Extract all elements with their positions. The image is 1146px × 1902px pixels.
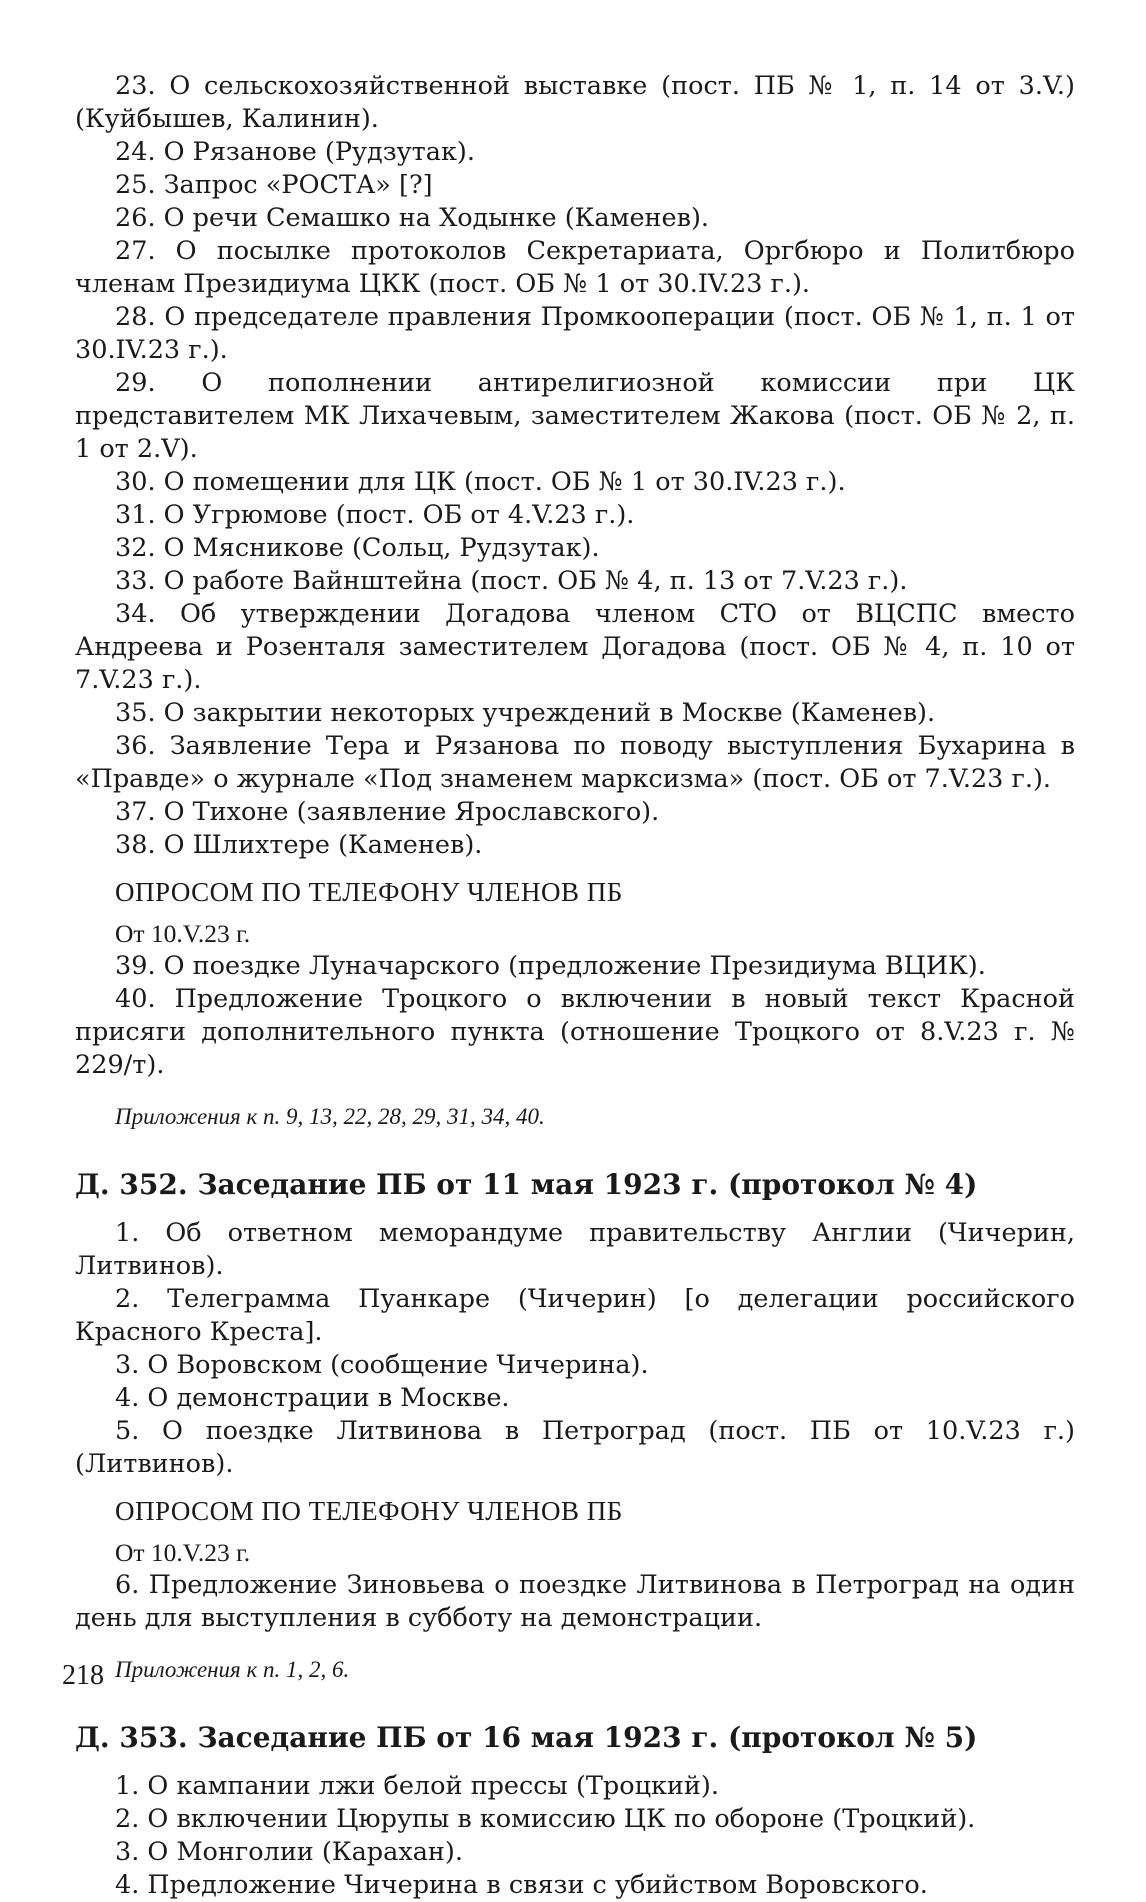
agenda-item: 37. О Тихоне (заявление Ярославского).	[115, 797, 660, 827]
document-heading: Д. 353. Заседание ПБ от 16 мая 1923 г. (протокол № 5)	[75, 1721, 978, 1754]
agenda-item: 2. О включении Цюрупы в комиссию ЦК по обороне (Троцкий).	[115, 1804, 976, 1834]
agenda-item: 3. О Воровском (сообщение Чичерина).	[115, 1350, 649, 1380]
agenda-item: 32. О Мясникове (Сольц, Рудзутак).	[115, 533, 600, 563]
agenda-item: 39. О поездке Луначарского (предложение Президиума ВЦИК).	[115, 951, 986, 981]
agenda-item: 36. Заявление Тера и Рязанова по поводу выступления Бухарина в «Правде» о журнале «Под знаменем марксизма» (пост. ОБ от 7.V.23 г.).	[75, 731, 1075, 794]
agenda-item: 2. Телеграмма Пуанкаре (Чичерин) [о делегации российского Красного Креста].	[75, 1284, 1075, 1347]
agenda-item: 25. Запрос «РОСТА» [?]	[115, 170, 433, 200]
poll-heading: ОПРОСОМ ПО ТЕЛЕФОНУ ЧЛЕНОВ ПБ	[115, 877, 623, 907]
agenda-item: 27. О посылке протоколов Секретариата, Оргбюро и Политбюро членам Президиума ЦКК (пост. ОБ № 1 от 30.IV.23 г.).	[75, 236, 1075, 299]
agenda-item: 4. Предложение Чичерина в связи с убийством Воровского.	[115, 1870, 928, 1900]
agenda-item: 4. О демонстрации в Москве.	[115, 1383, 510, 1413]
agenda-item: 40. Предложение Троцкого о включении в новый текст Красной присяги дополнительного пункта (отношение Троцкого от 8.V.23 г. № 229/т).	[75, 984, 1075, 1080]
agenda-item: 34. Об утверждении Догадова членом СТО от ВЦСПС вместо Андреева и Розенталя заместителем Догадова (пост. ОБ № 4, п. 10 от 7.V.23 г.).	[75, 599, 1075, 695]
poll-heading: ОПРОСОМ ПО ТЕЛЕФОНУ ЧЛЕНОВ ПБ	[115, 1496, 623, 1526]
agenda-item: 23. О сельскохозяйственной выставке (пост. ПБ № 1, п. 14 от 3.V.) (Куйбышев, Калинин).	[75, 71, 1075, 134]
agenda-item: 28. О председателе правления Промкооперации (пост. ОБ № 1, п. 1 от 30.IV.23 г.).	[75, 302, 1075, 365]
agenda-item: 35. О закрытии некоторых учреждений в Москве (Каменев).	[115, 698, 936, 728]
agenda-item: 3. О Монголии (Карахан).	[115, 1837, 463, 1867]
agenda-item: 6. Предложение Зиновьева о поездке Литвинова в Петроград на один день для выступления в субботу на демонстрации.	[75, 1570, 1075, 1633]
agenda-item: 29. О пополнении антирелигиозной комиссии при ЦК представителем МК Лихачевым, заместителем Жакова (пост. ОБ № 2, п. 1 от 2.V).	[75, 368, 1075, 464]
document-352	[75, 1167, 1075, 1686]
agenda-item: 5. О поездке Литвинова в Петроград (пост. ПБ от 10.V.23 г.) (Литвинов).	[75, 1416, 1075, 1479]
agenda-item: 24. О Рязанове (Рудзутак).	[115, 137, 475, 167]
document-heading: Д. 352. Заседание ПБ от 11 мая 1923 г. (протокол № 4)	[75, 1168, 978, 1201]
appendix-note: Приложения к п. 1, 2, 6.	[115, 1657, 350, 1682]
agenda-item: 30. О помещении для ЦК (пост. ОБ № 1 от 30.IV.23 г.).	[115, 467, 846, 497]
agenda-item: 33. О работе Вайнштейна (пост. ОБ № 4, п. 13 от 7.V.23 г.).	[115, 566, 908, 596]
agenda-item: 31. О Угрюмове (пост. ОБ от 4.V.23 г.).	[115, 500, 635, 530]
page-body	[75, 70, 1075, 1902]
poll-date: От 10.V.23 г.	[115, 1538, 251, 1567]
page-number: 218	[62, 1660, 104, 1691]
agenda-item: 26. О речи Семашко на Ходынке (Каменев).	[115, 203, 710, 233]
agenda-list-continued	[75, 70, 1075, 1133]
agenda-item: 1. Об ответном меморандуме правительству Англии (Чичерин, Литвинов).	[75, 1218, 1075, 1281]
document-353	[75, 1720, 1075, 1902]
agenda-item: 1. О кампании лжи белой прессы (Троцкий).	[115, 1771, 719, 1801]
appendix-note: Приложения к п. 9, 13, 22, 28, 29, 31, 34, 40.	[115, 1104, 545, 1129]
agenda-item: 38. О Шлихтере (Каменев).	[115, 830, 483, 860]
poll-date: От 10.V.23 г.	[115, 919, 251, 948]
